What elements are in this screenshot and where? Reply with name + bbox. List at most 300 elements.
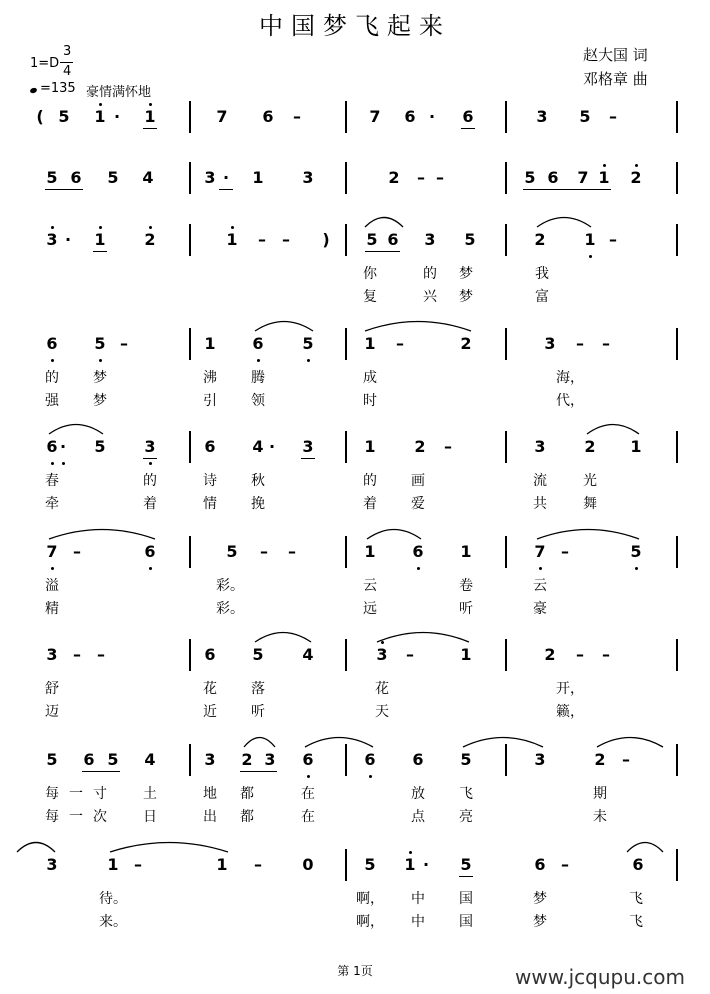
lyric: 情 [203,496,217,512]
barline [189,101,191,133]
note: – [254,855,262,874]
barline [505,431,507,463]
note: 1 [460,542,472,561]
page-number: 第 1页 [337,964,373,978]
note: – [609,107,617,126]
low-octave-dot [149,567,152,570]
note: 5 [630,542,642,561]
low-octave-dot [369,775,372,778]
lyric: 你 [363,266,377,282]
note: 5 [579,107,591,126]
note: 5 [94,334,106,353]
lyric: 精 [45,601,59,617]
barline [505,639,507,671]
lyric: 地 [203,786,217,802]
slur [47,526,157,540]
barline [189,639,191,671]
eighth-underline [461,128,475,129]
lyric: 每 [45,809,59,825]
note: – [561,855,569,874]
lyric: 都 [240,786,254,802]
high-octave-dot [635,164,638,167]
note: 1 [216,855,228,874]
lyric: 时 [363,393,377,409]
lyric: 领 [251,393,265,409]
barline [505,328,507,360]
eighth-underline [301,458,315,459]
slur [535,526,641,540]
note: – [282,230,290,249]
eighth-underline [45,189,83,190]
low-octave-dot [62,462,65,465]
lyric: 飞 [629,914,643,930]
note: 5 [460,855,472,874]
note: 6 [534,855,546,874]
barline [676,536,678,568]
lyric: 待。 [99,891,127,907]
lyric: 天 [375,704,389,720]
lyric: 啊， [356,891,384,907]
note: 5 [94,437,106,456]
note: 2 [241,750,253,769]
high-octave-dot [603,164,606,167]
lyric: 溢 [45,578,59,594]
note: – [293,107,301,126]
slur [242,734,277,748]
note: 2 [594,750,606,769]
key-signature: 1=D [30,56,60,71]
note: – [406,645,414,664]
slur [595,734,665,748]
slur [535,214,593,228]
note: 5 [366,230,378,249]
watermark: www.jcqupu.com [515,965,685,989]
note: 6 [204,645,216,664]
note: 7 [577,168,589,187]
eighth-underline [365,251,400,252]
note: 2 [584,437,596,456]
note: 6 [404,107,416,126]
barline [345,101,347,133]
eighth-underline [219,189,233,190]
low-octave-dot [51,462,54,465]
note: · [222,168,230,187]
note: 1 [204,334,216,353]
barline [676,431,678,463]
note: 4 [302,645,314,664]
lyric: 牵 [45,496,59,512]
note: 3 [264,750,276,769]
note: 2 [388,168,400,187]
note: · [113,107,121,126]
lyric: 彩。 [216,578,244,594]
note: 1 [364,542,376,561]
lyric: 的 [363,473,377,489]
lyric: 着 [363,496,377,512]
barline [676,744,678,776]
lyric: 代， [556,393,584,409]
note: 3 [534,437,546,456]
low-octave-dot [307,359,310,362]
note: – [288,542,296,561]
note: 6 [302,750,314,769]
lyric: 共 [533,496,547,512]
note: 4 [142,168,154,187]
low-octave-dot [51,567,54,570]
lyric: 着 [143,496,157,512]
note: – [73,542,81,561]
lyric: 兴 [423,289,437,305]
note: 2 [534,230,546,249]
lyric: 云 [533,578,547,594]
high-octave-dot [231,226,234,229]
lyric: 点 [411,809,425,825]
note: 6 [83,750,95,769]
lyric: 次 [93,809,107,825]
slur [253,629,313,643]
barline [189,224,191,256]
note: 7 [369,107,381,126]
note: – [120,334,128,353]
slur [363,214,405,228]
barline [676,101,678,133]
note: 5 [58,107,70,126]
expression-marking: 豪情满怀地 [86,85,152,100]
low-octave-dot [51,359,54,362]
note: 3 [46,855,58,874]
lyric: 中 [411,891,425,907]
note: 5 [252,645,264,664]
lyric: 的 [45,370,59,386]
lyric: 未 [593,809,607,825]
note: · [428,107,436,126]
note: 7 [216,107,228,126]
barline [345,431,347,463]
note: 1 [94,230,106,249]
note: 7 [534,542,546,561]
lyric: 土 [143,786,157,802]
time-signature-top: 3 [63,44,72,59]
lyric: 的 [423,266,437,282]
quarter-note-icon [29,87,37,94]
barline [676,224,678,256]
high-octave-dot [99,103,102,106]
high-octave-dot [51,226,54,229]
lyric: 花 [203,681,217,697]
lyric: 籁， [556,704,584,720]
note: – [97,645,105,664]
note: 5 [464,230,476,249]
lyric: 寸 [93,786,107,802]
lyric: 成 [363,370,377,386]
note: 1 [598,168,610,187]
lyric: 在 [301,809,315,825]
note: ) [322,230,330,249]
lyric: 舒 [45,681,59,697]
note: – [73,645,81,664]
slur [625,839,665,853]
lyric: 富 [535,289,549,305]
lyric: 画 [411,473,425,489]
lyric: 舞 [583,496,597,512]
lyric: 流 [533,473,547,489]
note: 3 [534,750,546,769]
eighth-underline [240,771,277,772]
note: – [602,645,610,664]
barline [505,162,507,194]
lyric: 国 [459,891,473,907]
lyric: 我 [535,266,549,282]
slur [15,839,57,853]
lyric: 彩。 [216,601,244,617]
barline [345,744,347,776]
note: 3 [424,230,436,249]
eighth-underline [459,876,473,877]
slur [461,734,545,748]
note: 2 [544,645,556,664]
barline [345,224,347,256]
lyric: 在 [301,786,315,802]
eighth-underline [143,458,157,459]
barline [505,101,507,133]
note: – [602,334,610,353]
note: 5 [302,334,314,353]
lyric: 出 [203,809,217,825]
lyric: 海， [556,370,584,386]
lyric: 迈 [45,704,59,720]
tempo-marking: =135 [40,81,76,96]
lyric: 卷 [459,578,473,594]
note: – [444,437,452,456]
eighth-underline [93,251,107,252]
note: · [268,437,276,456]
note: 3 [536,107,548,126]
note: 1 [226,230,238,249]
barline [345,639,347,671]
lyric: 一 [69,809,83,825]
note: 6 [204,437,216,456]
high-octave-dot [409,851,412,854]
slur [363,318,473,332]
note: 6 [70,168,82,187]
note: 0 [302,855,314,874]
low-octave-dot [589,255,592,258]
note: 6 [547,168,559,187]
low-octave-dot [417,567,420,570]
note: 3 [46,645,58,664]
barline [505,224,507,256]
lyricist-credit: 赵大国 词 [583,46,648,64]
slur [47,421,105,435]
lyric: 梦 [459,289,473,305]
high-octave-dot [149,103,152,106]
slur [365,526,423,540]
lyric: 开， [556,681,584,697]
note: – [622,750,630,769]
lyric: 日 [143,809,157,825]
lyric: 光 [583,473,597,489]
lyric: 沸 [203,370,217,386]
barline [189,328,191,360]
lyric: 梦 [459,266,473,282]
note: 6 [412,542,424,561]
lyric: 强 [45,393,59,409]
note: 5 [46,750,58,769]
lyric: 秋 [251,473,265,489]
lyric: 春 [45,473,59,489]
note: 6 [46,437,58,456]
slur [375,629,471,643]
note: – [134,855,142,874]
barline [505,744,507,776]
note: 4 [252,437,264,456]
barline [676,849,678,881]
lyric: 爱 [411,496,425,512]
note: ( [36,107,44,126]
note: 2 [630,168,642,187]
note: 6 [144,542,156,561]
composer-credit: 邓格章 曲 [583,70,648,88]
note: – [258,230,266,249]
barline [189,744,191,776]
note: 1 [584,230,596,249]
lyric: 复 [363,289,377,305]
note: 5 [46,168,58,187]
note: 2 [460,334,472,353]
note: – [576,334,584,353]
lyric: 云 [363,578,377,594]
lyric: 落 [251,681,265,697]
note: 6 [262,107,274,126]
slur [585,421,641,435]
note: 6 [412,750,424,769]
note: 6 [364,750,376,769]
barline [345,849,347,881]
lyric: 每 [45,786,59,802]
barline [676,162,678,194]
lyric: 梦 [93,370,107,386]
lyric: 一 [69,786,83,802]
note: 6 [252,334,264,353]
slur [108,839,230,853]
lyric: 引 [203,393,217,409]
note: 5 [226,542,238,561]
high-octave-dot [99,226,102,229]
time-signature-line [60,62,73,63]
lyric: 啊， [356,914,384,930]
lyric: 梦 [533,914,547,930]
low-octave-dot [257,359,260,362]
note: 3 [302,437,314,456]
note: 1 [630,437,642,456]
lyric: 放 [411,786,425,802]
note: 3 [376,645,388,664]
lyric: 近 [203,704,217,720]
lyric: 中 [411,914,425,930]
note: 3 [46,230,58,249]
lyric: 来。 [99,914,127,930]
lyric: 飞 [629,891,643,907]
slur [253,318,315,332]
note: 3 [204,750,216,769]
page-title: 中国梦飞起来 [259,12,451,40]
note: – [576,645,584,664]
lyric: 都 [240,809,254,825]
note: 5 [107,750,119,769]
lyric: 听 [251,704,265,720]
lyric: 腾 [251,370,265,386]
lyric: 听 [459,601,473,617]
lyric: 国 [459,914,473,930]
note: · [64,230,72,249]
note: 7 [46,542,58,561]
lyric: 梦 [533,891,547,907]
note: 3 [544,334,556,353]
low-octave-dot [99,359,102,362]
note: 3 [204,168,216,187]
barline [676,639,678,671]
lyric: 亮 [459,809,473,825]
time-signature-bottom: 4 [63,64,72,79]
note: 1 [404,855,416,874]
barline [505,536,507,568]
note: 6 [46,334,58,353]
barline [189,431,191,463]
note: 1 [144,107,156,126]
note: – [436,168,444,187]
low-octave-dot [539,567,542,570]
low-octave-dot [635,567,638,570]
lyric: 挽 [251,496,265,512]
barline [345,536,347,568]
note: 6 [632,855,644,874]
note: 1 [94,107,106,126]
barline [676,328,678,360]
barline [189,536,191,568]
barline [189,162,191,194]
note: 2 [414,437,426,456]
note: 2 [144,230,156,249]
note: 1 [252,168,264,187]
lyric: 诗 [203,473,217,489]
slur [303,734,375,748]
note: – [260,542,268,561]
note: – [417,168,425,187]
eighth-underline [143,128,157,129]
eighth-underline [82,771,120,772]
note: 3 [302,168,314,187]
low-octave-dot [307,775,310,778]
high-octave-dot [149,226,152,229]
lyric: 期 [593,786,607,802]
note: – [561,542,569,561]
note: 4 [144,750,156,769]
note: 1 [460,645,472,664]
note: 1 [364,437,376,456]
eighth-underline [523,189,611,190]
note: 6 [462,107,474,126]
note: 5 [107,168,119,187]
note: – [396,334,404,353]
note: 5 [364,855,376,874]
lyric: 远 [363,601,377,617]
barline [345,162,347,194]
note: · [422,855,430,874]
lyric: 的 [143,473,157,489]
note: 5 [524,168,536,187]
note: · [59,437,67,456]
lyric: 飞 [459,786,473,802]
